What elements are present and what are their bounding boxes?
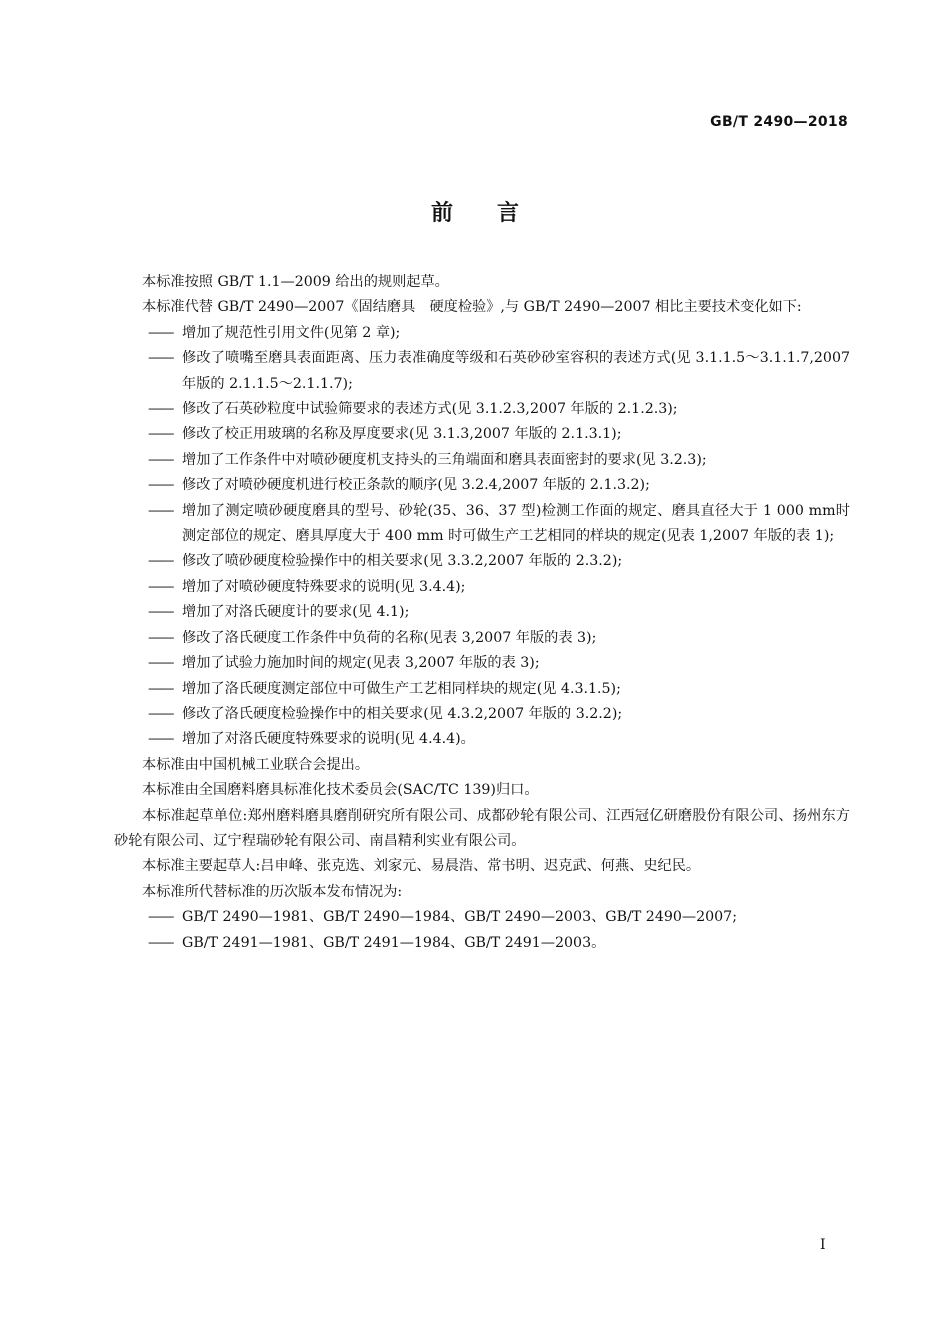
dash-marker: —— — [148, 604, 173, 621]
paragraph-drafting-units: 本标准起草单位:郑州磨料磨具磨削研究所有限公司、成都砂轮有限公司、江西冠亿研磨股份有限公司、扬州东方砂轮有限公司、辽宁程瑞砂轮有限公司、南昌精利实业有限公司。 — [114, 807, 850, 849]
dash-marker: —— — [148, 655, 173, 672]
dash-marker: —— — [148, 680, 173, 697]
history-list — [114, 905, 850, 956]
dash-marker: —— — [148, 426, 173, 443]
paragraph-drafting-rules: 本标准按照 GB/T 1.1—2009 给出的规则起草。 — [142, 274, 449, 290]
document-body — [114, 270, 850, 956]
list-item — [114, 397, 850, 422]
list-item-text: 修改了对喷砂硬度机进行校正条款的顺序(见 3.2.4,2007 年版的 2.1.3.2); — [182, 477, 650, 494]
changes-list — [114, 321, 850, 753]
list-item-text: GB/T 2491—1981、GB/T 2491—1984、GB/T 2491—2003。 — [182, 934, 606, 951]
standard-number: GB/T 2490—2018 — [710, 114, 848, 130]
paragraph-proposer: 本标准由中国机械工业联合会提出。 — [142, 756, 370, 773]
list-item-text: 修改了喷砂硬度检验操作中的相关要求(见 3.3.2,2007 年版的 2.3.2); — [182, 553, 623, 570]
paragraph-history-intro: 本标准所代替标准的历次版本发布情况为: — [142, 883, 403, 900]
list-item-text: 增加了测定喷砂硬度磨具的型号、砂轮(35、36、37 型)检测工作面的规定、磨具直径大于 1 000 mm时测定部位的规定、磨具厚度大于 400 mm 时可做生产工艺相同的样块的规定(见表 1,2007 年版的表 1); — [182, 502, 850, 545]
list-item-text: 增加了对洛氏硬度特殊要求的说明(见 4.4.4)。 — [182, 731, 475, 748]
paragraph-committee: 本标准由全国磨料磨具标准化技术委员会(SAC/TC 139)归口。 — [142, 782, 539, 799]
list-item — [114, 346, 850, 397]
list-item-text: 修改了洛氏硬度检验操作中的相关要求(见 4.3.2,2007 年版的 3.2.2); — [182, 705, 623, 722]
dash-marker: —— — [148, 477, 173, 494]
list-item — [114, 575, 850, 600]
list-item — [114, 448, 850, 473]
paragraph-drafters: 本标准主要起草人:吕申峰、张克选、刘家元、易晨浩、常书明、迟克武、何燕、史纪民。 — [142, 858, 701, 875]
dash-marker: —— — [148, 324, 173, 341]
dash-marker: —— — [148, 578, 173, 595]
list-item-text: 修改了校正用玻璃的名称及厚度要求(见 3.1.3,2007 年版的 2.1.3.1); — [182, 426, 622, 443]
dash-marker: —— — [148, 934, 173, 951]
list-item — [114, 931, 850, 956]
dash-marker: —— — [148, 350, 173, 367]
dash-marker: —— — [148, 553, 173, 570]
list-item-text: 增加了规范性引用文件(见第 2 章); — [182, 324, 401, 341]
list-item — [114, 499, 850, 550]
list-item — [114, 626, 850, 651]
dash-marker: —— — [148, 451, 173, 468]
list-item-text: GB/T 2490—1981、GB/T 2490—1984、GB/T 2490—2003、GB/T 2490—2007; — [182, 909, 737, 926]
list-item — [114, 600, 850, 625]
list-item-text: 修改了洛氏硬度工作条件中负荷的名称(见表 3,2007 年版的表 3); — [182, 629, 597, 646]
list-item-text: 修改了喷嘴至磨具表面距离、压力表准确度等级和石英砂砂室容积的表述方式(见 3.1.1.5～3.1.1.7,2007 年版的 2.1.1.5～2.1.1.7); — [182, 350, 850, 392]
list-item-text: 增加了工作条件中对喷砂硬度机支持头的三角端面和磨具表面密封的要求(见 3.2.3); — [182, 451, 707, 468]
list-item — [114, 321, 850, 346]
list-item — [114, 727, 850, 752]
list-item — [114, 549, 850, 574]
list-item-text: 增加了试验力施加时间的规定(见表 3,2007 年版的表 3); — [182, 655, 540, 672]
list-item — [114, 473, 850, 498]
list-item — [114, 702, 850, 727]
dash-marker: —— — [148, 629, 173, 646]
list-item-text: 增加了洛氏硬度测定部位中可做生产工艺相同样块的规定(见 4.3.1.5); — [182, 680, 621, 697]
page-number: I — [820, 1237, 826, 1253]
list-item-text: 修改了石英砂粒度中试验筛要求的表述方式(见 3.1.2.3,2007 年版的 2.1.2.3); — [182, 401, 678, 418]
list-item — [114, 677, 850, 702]
list-item — [114, 905, 850, 930]
dash-marker: —— — [148, 705, 173, 722]
list-item — [114, 651, 850, 676]
paragraph-replacement: 本标准代替 GB/T 2490—2007《固结磨具 硬度检验》,与 GB/T 2490—2007 相比主要技术变化如下: — [142, 299, 802, 316]
dash-marker: —— — [148, 909, 173, 926]
list-item-text: 增加了对喷砂硬度特殊要求的说明(见 3.4.4); — [182, 578, 466, 595]
page-title: 前言 — [430, 201, 563, 226]
dash-marker: —— — [148, 731, 173, 748]
dash-marker: —— — [148, 401, 173, 418]
list-item — [114, 422, 850, 447]
list-item-text: 增加了对洛氏硬度计的要求(见 4.1); — [182, 604, 410, 621]
dash-marker: —— — [148, 502, 173, 519]
